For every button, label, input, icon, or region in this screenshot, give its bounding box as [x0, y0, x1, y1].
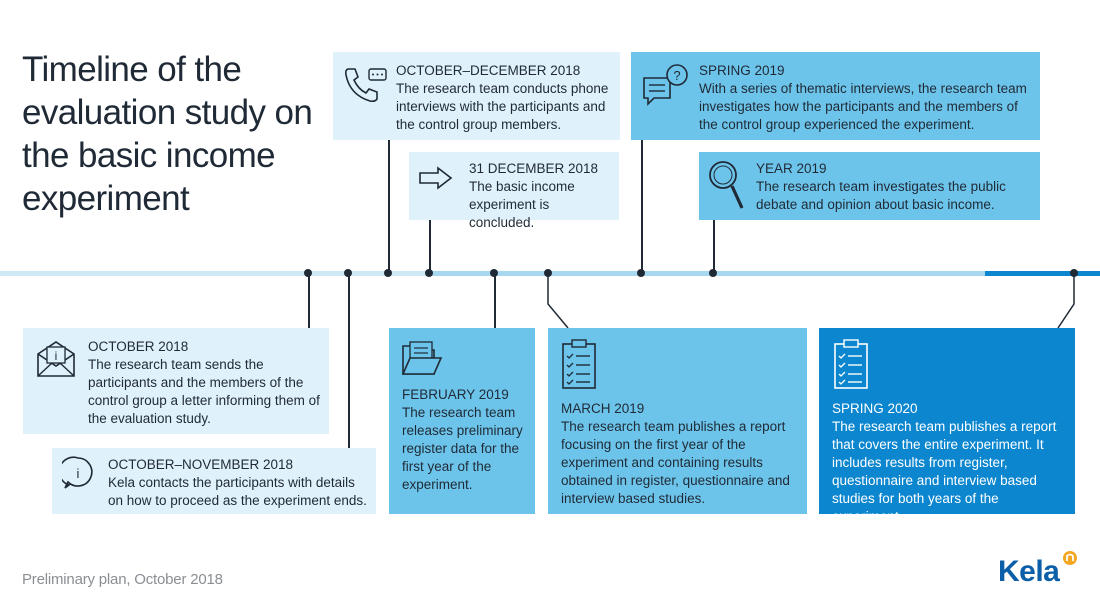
footer-note: Preliminary plan, October 2018 [22, 571, 223, 588]
timeline-dot [490, 269, 498, 277]
kela-logo-mark [1062, 550, 1078, 566]
timeline-dot [384, 269, 392, 277]
timeline-dot [709, 269, 717, 277]
event-label: 31 DECEMBER 2018 [469, 161, 599, 176]
timeline-dot [425, 269, 433, 277]
event-year-2019 [699, 152, 1040, 220]
event-label: SPRING 2019 [699, 63, 785, 78]
phone-icon [342, 65, 390, 105]
timeline-dot [344, 269, 352, 277]
event-spring-2019 [631, 52, 1040, 140]
timeline-dot [544, 269, 552, 277]
event-text: With a series of thematic interviews, the research team investigates how the participants and the members of the control group experienced the experiment. [699, 81, 1027, 132]
event-label: YEAR 2019 [756, 161, 827, 176]
event-text: The research team sends the participants and the members of the control group a letter informing them of the evaluation study. [88, 357, 320, 426]
event-label: SPRING 2020 [832, 401, 918, 416]
checklist-icon [832, 338, 870, 390]
event-text: The research team releases preliminary register data for the first year of the experiment. [402, 405, 523, 492]
kela-logo: Kela [998, 555, 1060, 588]
connector-line [308, 273, 310, 328]
page-title: Timeline of the evaluation study on the basic income experiment [22, 50, 313, 218]
event-text: Kela contacts the participants with details on how to proceed as the experiment ends. [108, 475, 367, 508]
svg-text:i: i [76, 466, 80, 481]
event-label: OCTOBER–DECEMBER 2018 [396, 63, 581, 78]
connector-elbow [540, 272, 580, 330]
timeline-bar-mid [430, 271, 985, 276]
timeline-dot [1070, 269, 1078, 277]
folder-icon [400, 338, 444, 378]
event-oct-nov-2018 [52, 448, 376, 514]
arrow-right-icon [418, 166, 454, 190]
connector-line [494, 273, 496, 328]
event-label: MARCH 2019 [561, 401, 645, 416]
svg-text:i: i [54, 349, 58, 363]
event-label: OCTOBER 2018 [88, 339, 189, 354]
connector-line [348, 273, 350, 448]
svg-text:?: ? [673, 68, 681, 83]
timeline-dot [304, 269, 312, 277]
event-text: The research team publishes a report focusing on the first year of the experiment and containing results obtained in register, questionnaire and interview based studies. [561, 419, 790, 506]
checklist-icon [560, 338, 598, 390]
connector-line [429, 220, 431, 273]
event-label: FEBRUARY 2019 [402, 387, 509, 402]
magnifier-icon [706, 158, 746, 214]
event-text: The research team publishes a report that covers the entire experiment. It includes results from register, questionnaire and interview based studies for both years of the experiment. [832, 419, 1057, 524]
envelope-info-icon [35, 338, 77, 380]
connector-elbow [1050, 272, 1090, 330]
speech-question-icon [640, 62, 692, 110]
connector-line [388, 140, 390, 273]
event-label: OCTOBER–NOVEMBER 2018 [108, 457, 294, 472]
event-text: The research team conducts phone interviews with the participants and the control group members. [396, 81, 609, 132]
connector-line [713, 220, 715, 273]
timeline-dot [637, 269, 645, 277]
connector-line [641, 140, 643, 273]
info-icon [62, 456, 94, 490]
event-text: The research team investigates the public debate and opinion about basic income. [756, 179, 1006, 212]
event-text: The basic income experiment is concluded. [469, 179, 575, 230]
